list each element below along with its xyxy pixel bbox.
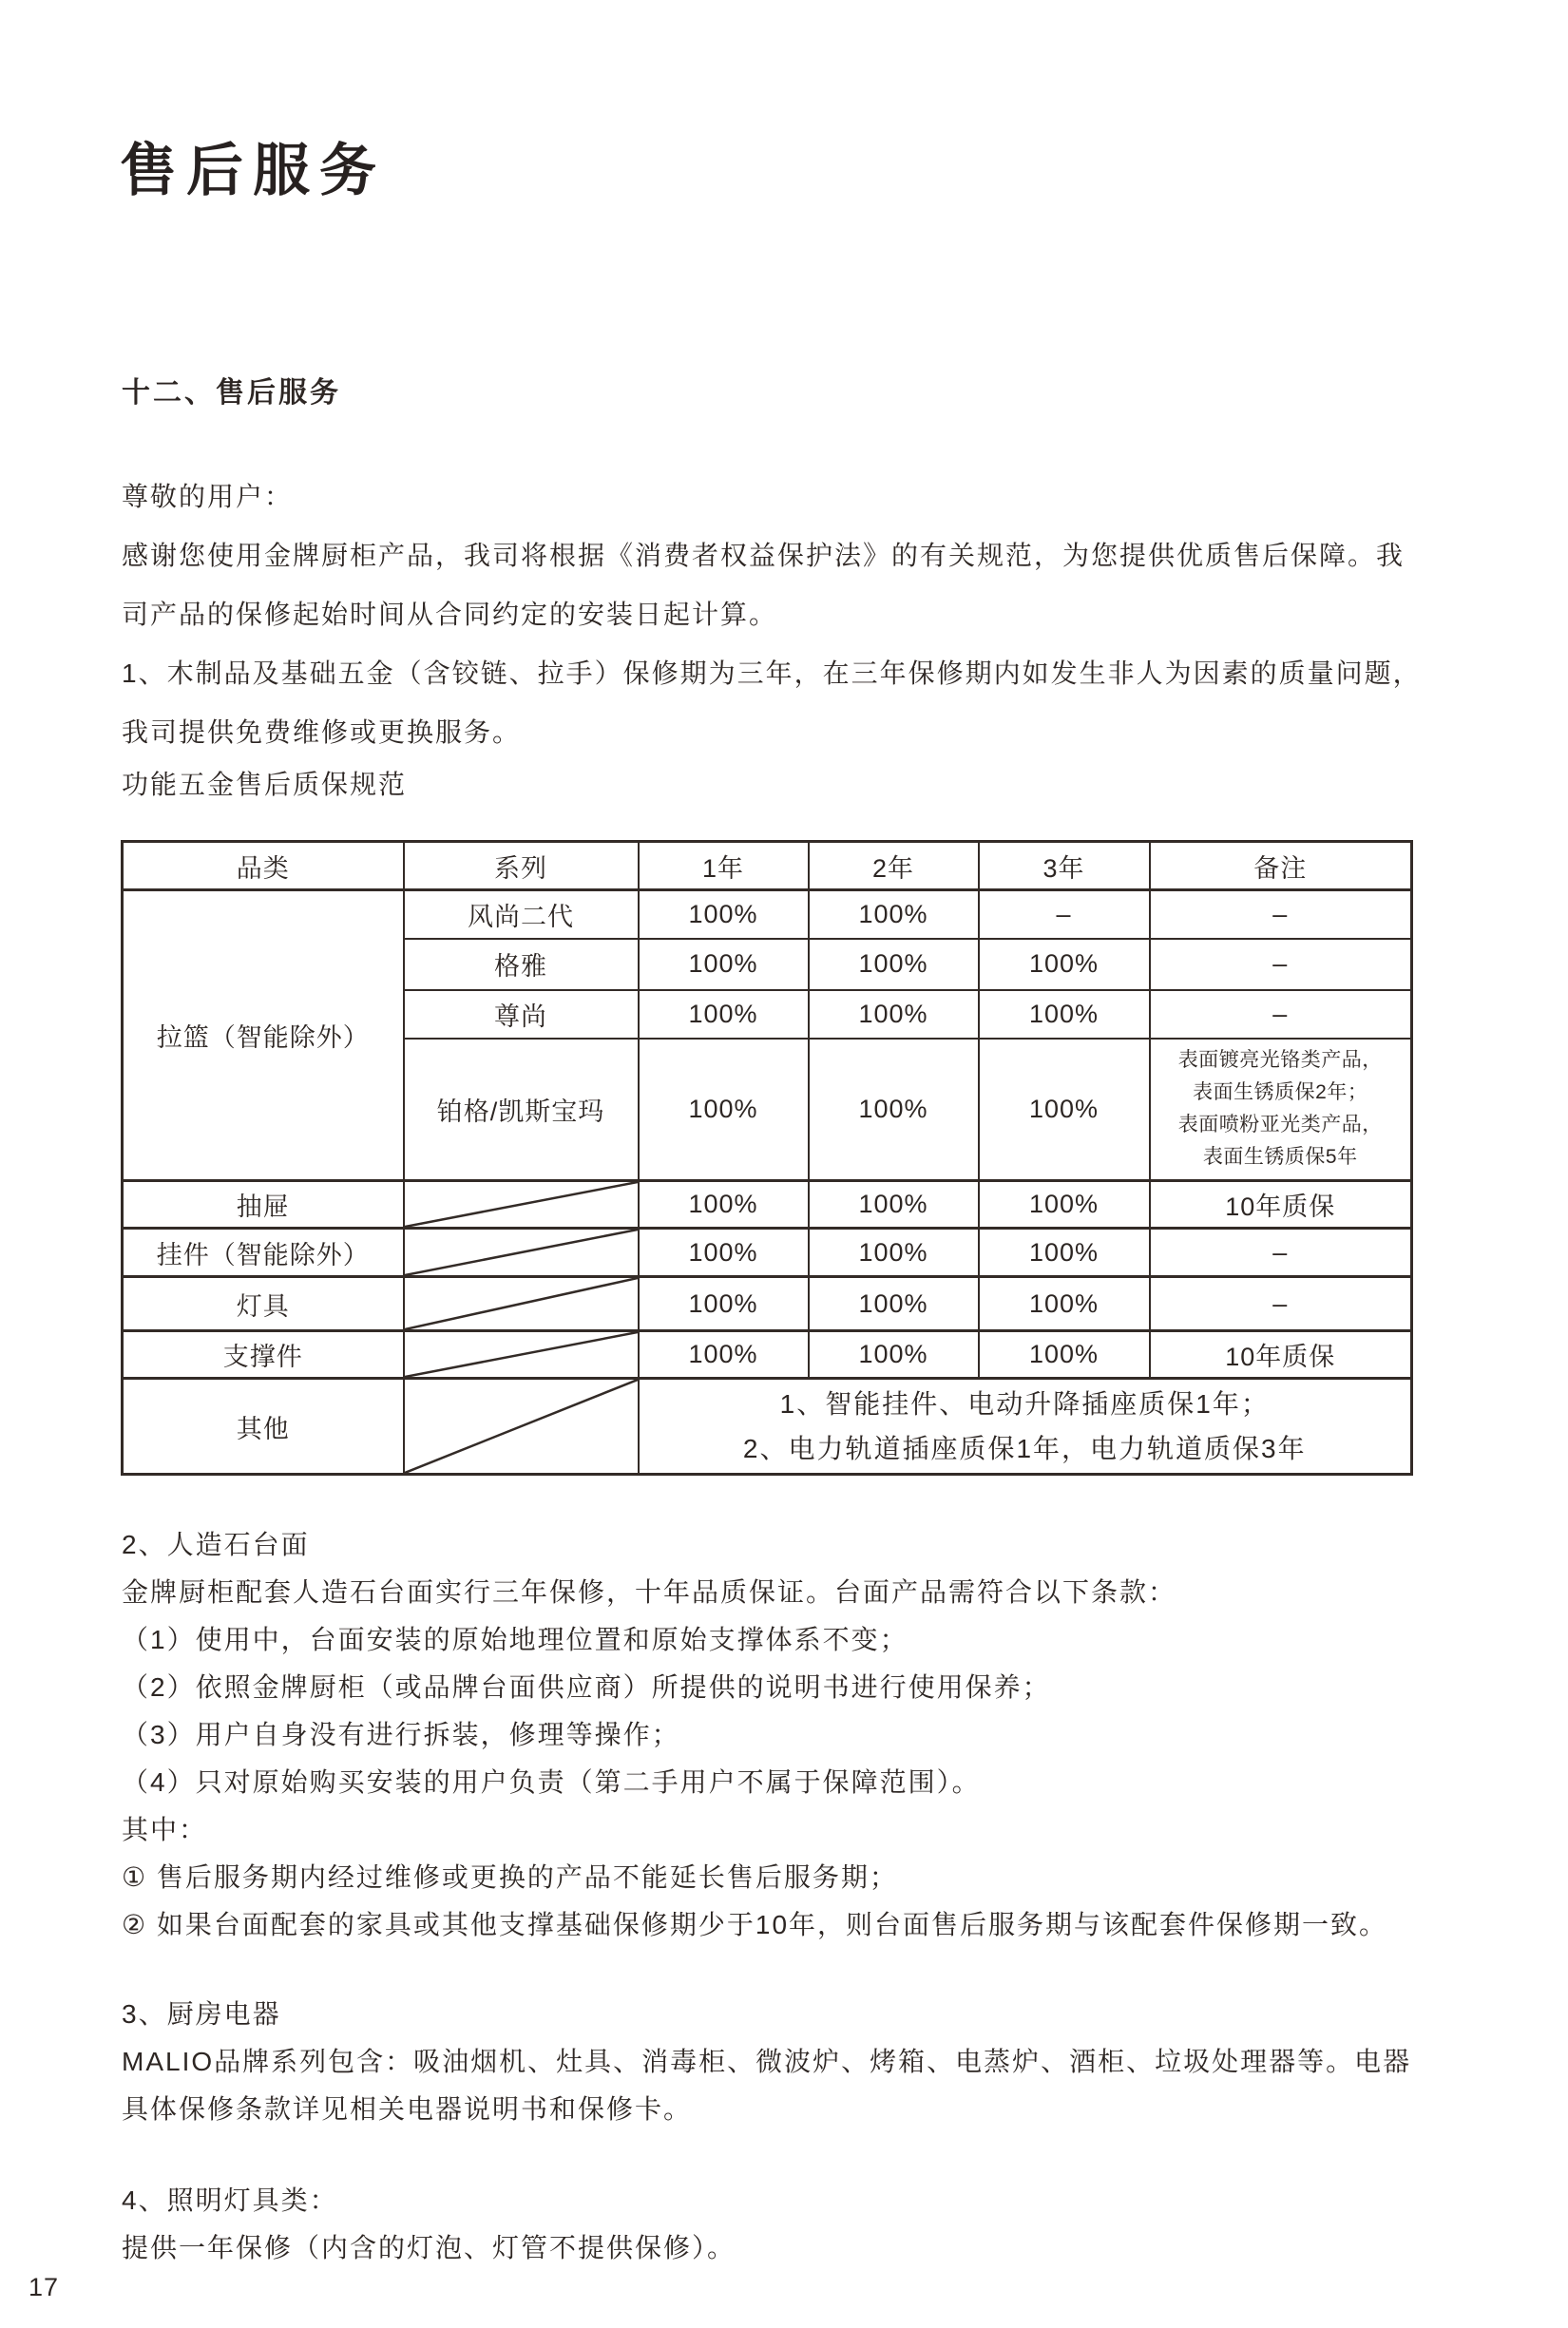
- cell-year2: 100%: [809, 1229, 979, 1277]
- cell-remark: –: [1150, 1277, 1412, 1331]
- section-line: 其中：: [122, 1815, 208, 1844]
- table-row: [123, 1379, 1412, 1475]
- cell-year3: 100%: [979, 939, 1150, 990]
- remark-line: 表面喷粉亚光类产品，: [1177, 1114, 1383, 1136]
- diagonal-line-icon: [405, 1278, 638, 1329]
- section-line: 具体保修条款详见相关电器说明书和保修卡。: [122, 2094, 693, 2124]
- cell-remark: 10年质保: [1150, 1181, 1412, 1229]
- diagonal-line-icon: [405, 1380, 638, 1473]
- cell-category: 抽屉: [123, 1181, 404, 1229]
- cell-diagonal: [404, 1277, 639, 1331]
- cell-year1: 100%: [639, 1331, 809, 1379]
- section-line: 3、厨房电器: [122, 1999, 281, 2029]
- diagonal-line-icon: [405, 1332, 638, 1377]
- cell-year1: 100%: [639, 890, 809, 939]
- section-kitchen-appliances: [122, 1991, 1411, 2133]
- diagonal-line-icon: [405, 1182, 638, 1227]
- cell-diagonal: [404, 1379, 639, 1475]
- intro-line: 我司提供免费维修或更换服务。: [122, 717, 522, 747]
- cell-year3: 100%: [979, 1039, 1150, 1181]
- cell-year2: 100%: [809, 990, 979, 1039]
- cell-category: 挂件（智能除外）: [123, 1229, 404, 1277]
- cell-year3: 100%: [979, 990, 1150, 1039]
- cell-year2: 100%: [809, 939, 979, 990]
- cell-remark: –: [1150, 1229, 1412, 1277]
- header-series: 系列: [404, 842, 639, 890]
- cell-year2: 100%: [809, 1181, 979, 1229]
- cell-year1: 100%: [639, 1181, 809, 1229]
- cell-year1: 100%: [639, 1277, 809, 1331]
- warranty-table: [121, 840, 1413, 1476]
- section-artificial-stone: [122, 1521, 1387, 1949]
- diagonal-line-icon: [405, 1230, 638, 1275]
- section-line: ① 售后服务期内经过维修或更换的产品不能延长售后服务期；: [122, 1862, 898, 1892]
- remark-line: 表面生锈质保2年；: [1193, 1081, 1368, 1104]
- cell-year1: 100%: [639, 1039, 809, 1181]
- table-row: [123, 1229, 1412, 1277]
- section-line: 2、人造石台面: [122, 1530, 310, 1559]
- cell-category: 其他: [123, 1379, 404, 1475]
- cell-series: 尊尚: [404, 990, 639, 1039]
- cell-category-group: 拉篮（智能除外）: [123, 890, 404, 1181]
- remark-line: 表面镀亮光铬类产品，: [1177, 1049, 1383, 1072]
- cell-remark-multiline: [1150, 1039, 1412, 1181]
- table-row: [123, 1181, 1412, 1229]
- section-heading: 十二、售后服务: [122, 377, 341, 409]
- section-line: 提供一年保修（内含的灯泡、灯管不提供保修）。: [122, 2233, 736, 2262]
- cell-remark: 10年质保: [1150, 1331, 1412, 1379]
- intro-line: 1、木制品及基础五金（含铰链、拉手）保修期为三年，在三年保修期内如发生非人为因素的质量问题，: [122, 658, 1422, 688]
- section-line: （1）使用中，台面安装的原始地理位置和原始支撑体系不变；: [122, 1625, 908, 1654]
- cell-diagonal: [404, 1229, 639, 1277]
- cell-remark: –: [1150, 890, 1412, 939]
- table-caption: 功能五金售后质保规范: [122, 770, 408, 799]
- table-header-row: [123, 842, 1412, 890]
- header-year1: 1年: [639, 842, 809, 890]
- page-title: 售后服务: [120, 139, 386, 202]
- cell-year3: 100%: [979, 1277, 1150, 1331]
- cell-category: 支撑件: [123, 1331, 404, 1379]
- cell-year3: 100%: [979, 1229, 1150, 1277]
- section-line: MALIO品牌系列包含：吸油烟机、灶具、消毒柜、微波炉、烤箱、电蒸炉、酒柜、垃圾处理器等。电器: [122, 2047, 1412, 2076]
- cell-category: 灯具: [123, 1277, 404, 1331]
- cell-year2: 100%: [809, 890, 979, 939]
- header-category: 品类: [123, 842, 404, 890]
- intro-line: 尊敬的用户：: [122, 482, 294, 511]
- note-line: 2、电力轨道插座质保1年，电力轨道质保3年: [742, 1434, 1307, 1463]
- cell-year3: 100%: [979, 1331, 1150, 1379]
- cell-year1: 100%: [639, 939, 809, 990]
- cell-year3: –: [979, 890, 1150, 939]
- section-line: （4）只对原始购买安装的用户负责（第二手用户不属于保障范围）。: [122, 1767, 981, 1797]
- section-line: ② 如果台面配套的家具或其他支撑基础保修期少于10年，则台面售后服务期与该配套件保修期一致。: [122, 1910, 1388, 1939]
- intro-paragraph: [122, 468, 1422, 762]
- header-remark: 备注: [1150, 842, 1412, 890]
- cell-remark: –: [1150, 990, 1412, 1039]
- table-row: [123, 1331, 1412, 1379]
- section-lighting: [122, 2177, 736, 2272]
- intro-line: 感谢您使用金牌厨柜产品，我司将根据《消费者权益保护法》的有关规范，为您提供优质售后保障。我: [122, 541, 1405, 570]
- cell-year2: 100%: [809, 1039, 979, 1181]
- cell-year1: 100%: [639, 990, 809, 1039]
- table-row: [123, 890, 1412, 939]
- section-line: 金牌厨柜配套人造石台面实行三年保修，十年品质保证。台面产品需符合以下条款：: [122, 1577, 1177, 1607]
- header-year3: 3年: [979, 842, 1150, 890]
- cell-series: 铂格/凯斯宝玛: [404, 1039, 639, 1181]
- cell-year1: 100%: [639, 1229, 809, 1277]
- cell-year3: 100%: [979, 1181, 1150, 1229]
- section-line: （3）用户自身没有进行拆装，修理等操作；: [122, 1720, 680, 1749]
- header-year2: 2年: [809, 842, 979, 890]
- cell-diagonal: [404, 1181, 639, 1229]
- cell-year2: 100%: [809, 1331, 979, 1379]
- note-line: 1、智能挂件、电动升降插座质保1年；: [779, 1389, 1270, 1419]
- cell-diagonal: [404, 1331, 639, 1379]
- cell-other-notes: [639, 1379, 1412, 1475]
- remark-line: 表面生锈质保5年: [1202, 1146, 1358, 1169]
- page-number: 17: [29, 2273, 60, 2301]
- section-line: （2）依照金牌厨柜（或品牌台面供应商）所提供的说明书进行使用保养；: [122, 1672, 1051, 1702]
- cell-year2: 100%: [809, 1277, 979, 1331]
- intro-line: 司产品的保修起始时间从合同约定的安装日起计算。: [122, 600, 778, 629]
- cell-series: 风尚二代: [404, 890, 639, 939]
- table-row: [123, 1277, 1412, 1331]
- section-line: 4、照明灯具类：: [122, 2185, 338, 2215]
- cell-remark: –: [1150, 939, 1412, 990]
- cell-series: 格雅: [404, 939, 639, 990]
